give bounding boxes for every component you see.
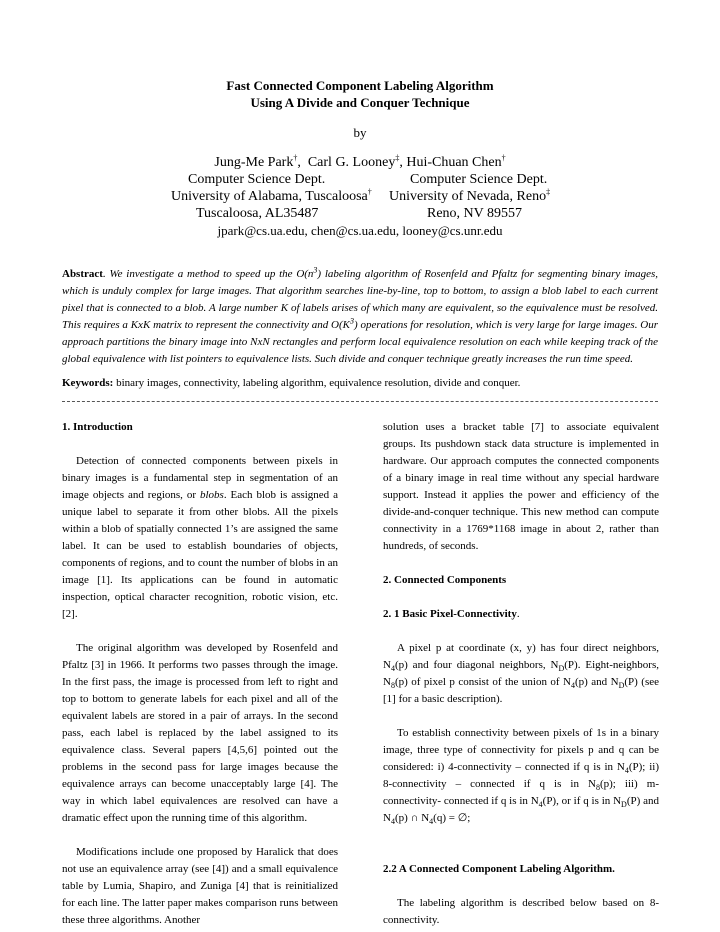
- abstract-sup-2: 3: [349, 316, 354, 326]
- p4-b: (p) and four diagonal neighbors, N: [394, 659, 559, 671]
- p4-e: (p) and N: [575, 676, 619, 688]
- affiliation-right-city: Reno, NV 89557: [427, 206, 523, 221]
- affiliation-left-city: Tuscaloosa, AL35487: [196, 206, 319, 221]
- p5-sub-1: 4: [624, 766, 629, 776]
- p5-sub-5: 4: [390, 817, 395, 827]
- intro-p1-emphasis: blobs: [199, 489, 224, 501]
- abstract-part-3: ) operations for resolution, which is very large for large images. Our approach partitions the binary image into NxN rectangles and perform local equivalence resolution on each while keeping track of the global equivalence with list pointers to equivalence lists. Such divide and conquer technique greatly increases the run time speed.: [62, 319, 658, 365]
- intro-paragraph-continued: solution uses a bracket table [7] to associate equivalent groups. Its pushdown stack data structure is implemented in hardware. Our approach computes the connected components of a binary image in real time without any special hardware support. Instead it applies the power and efficiency of the divide-and-conquer technique. This new method can compute connectivity in a 1769*1168 image in about 2, rather than hundreds, of seconds.: [383, 421, 659, 552]
- intro-paragraph-1: [62, 453, 338, 623]
- p5-f: (p) ∩ N: [394, 812, 430, 824]
- keywords-text: binary images, connectivity, labeling algorithm, equivalence resolution, divide and conquer.: [113, 377, 521, 389]
- p5-a: To establish connectivity between pixels of 1s in a binary image, three type of connectivity for pixels p and q can be considered: i) 4-connectivity – connected if q is in N: [383, 727, 659, 773]
- p4-sub-3: 8: [390, 681, 395, 691]
- left-univ-name: University of Alabama, Tuscaloosa: [171, 189, 368, 204]
- right-univ-name: University of Nevada, Reno: [389, 189, 547, 204]
- p5-sub-6: 4: [429, 817, 434, 827]
- affiliation-right-dept: Computer Science Dept.: [410, 172, 548, 187]
- p5-b: (P); ii) 8-connectivity – connected if q is in N: [383, 761, 659, 790]
- p5-e: (P) and N: [383, 795, 659, 824]
- p4-sub-4: 4: [571, 681, 575, 691]
- keywords: [62, 377, 658, 389]
- p5-c: (p); iii) m-connectivity- connected if q is in N: [383, 778, 659, 807]
- abstract-part-1: . We investigate a method to speed up the O(n: [102, 268, 314, 280]
- affiliation-right-univ: [389, 189, 550, 205]
- abstract-sup-1: 3: [313, 265, 318, 275]
- p4-sub-2: D: [558, 664, 565, 674]
- abstract-label: Abstract: [62, 268, 103, 280]
- author-3: Hui-Chuan Chen: [406, 155, 502, 170]
- p4-sub-5: D: [618, 681, 625, 691]
- labeling-paragraph: The labeling algorithm is described below based on 8-connectivity.: [383, 897, 659, 926]
- intro-paragraph-3: Modifications include one proposed by Haralick that does not use an equivalence array (see [4]) and a small equivalence table by Lumia, Shapiro, and Zuniga [4] that is reinitialized for each line. The latter paper makes comparison runs between these three algorithms. Another: [62, 846, 338, 926]
- abstract-part-2: ) labeling algorithm of Rosenfeld and Pfaltz for segmenting binary images, which is unduly complex for large images. That algorithm searches line-by-line, top to bottom, to assign a blob label to each current pixel that is connected to a blob. A large number K of labels arises of which many are equivalent, so the equivalence must be resolved. This requires a KxK matrix to represent the connectivity and O(K: [62, 268, 658, 331]
- p5-g: (q) = ∅;: [433, 812, 471, 824]
- subsection-2-1-dot: .: [516, 608, 520, 620]
- abstract-text: [62, 265, 658, 365]
- by-line: by: [353, 125, 367, 140]
- p5-sub-3: 4: [538, 800, 543, 810]
- author-1: Jung-Me Park: [214, 155, 294, 170]
- keywords-label: Keywords:: [62, 377, 114, 389]
- p4-f: (P) (see [1] for a basic description).: [383, 676, 659, 705]
- author-3-mark: †: [501, 153, 506, 163]
- affiliation-left-dept: Computer Science Dept.: [188, 172, 326, 187]
- subsection-heading-pixel-connectivity: [383, 606, 659, 623]
- abstract: [62, 266, 658, 368]
- author-2-mark: ‡: [395, 153, 400, 163]
- p4-d: (p) of pixel p consist of the union of N: [394, 676, 571, 688]
- paper-title-line-1: Fast Connected Component Labeling Algorithm: [226, 78, 494, 93]
- right-column: [383, 419, 659, 929]
- p4-a: A pixel p at coordinate (x, y) has four direct neighbors, N: [383, 642, 659, 671]
- p4-c: (P). Eight-neighbors, N: [383, 659, 659, 688]
- p5-d: (P), or if q is in N: [542, 795, 622, 807]
- section-heading-connected-components: 2. Connected Components: [383, 574, 507, 586]
- author-list: Jung-Me Park†, Carl G. Looney‡, Hui-Chuan Chen†: [214, 153, 506, 170]
- p5-sub-4: D: [621, 800, 627, 810]
- intro-p1-part-b: . Each blob is assigned a unique label to separate it from other blobs. All the pixels within a blob of spatially connected 1’s are assigned the same label. It can be used to establish boundaries of objects, components of regions, and to count the number of blobs in an image [1]. Its applications can be found in automatic inspection, optical character recognition, robotic vision, etc. [2].: [62, 489, 338, 620]
- intro-paragraph-2: The original algorithm was developed by Rosenfeld and Pfaltz [3] in 1966. It performs two passes through the image. In the first pass, the image is processed from left to right and top to bottom to generate labels for each pixel and all of the equivalent labels are stored in a pair of arrays. In the second pass, each label is replaced by the label assigned to its equivalence class. Several papers [4,5,6] pointed out the problems in the second pass for large images because the equivalence arrays can become unacceptably large [4]. The way in which label equivalences are resolved can have a dramatic effect upon the running time of this algorithm.: [62, 642, 338, 824]
- paper-title-line-2: Using A Divide and Conquer Technique: [250, 95, 470, 110]
- section-heading-introduction: 1. Introduction: [62, 421, 133, 433]
- author-2: Carl G. Looney: [307, 155, 396, 170]
- connectivity-paragraph-2: [383, 725, 659, 827]
- subsection-heading-labeling-algorithm: 2.2 A Connected Component Labeling Algorithm.: [383, 863, 615, 875]
- p4-sub-1: 4: [390, 664, 395, 674]
- author-emails: jpark@cs.ua.edu, chen@cs.ua.edu, looney@cs.unr.edu: [217, 223, 503, 238]
- affiliation-left-univ: [171, 189, 372, 205]
- left-univ-mark: †: [367, 187, 372, 197]
- subsection-2-1-title: 2. 1 Basic Pixel-Connectivity: [383, 608, 517, 620]
- p5-sub-2: 8: [595, 783, 600, 793]
- left-column: [62, 419, 338, 929]
- author-1-mark: †: [293, 153, 298, 163]
- connectivity-paragraph-1: [383, 640, 659, 708]
- intro-p1-part-a: Detection of connected components between pixels in binary images is a fundamental step in segmentation of an image objects and regions, or: [62, 455, 338, 501]
- section-divider: [62, 401, 658, 402]
- right-univ-mark: ‡: [546, 187, 551, 197]
